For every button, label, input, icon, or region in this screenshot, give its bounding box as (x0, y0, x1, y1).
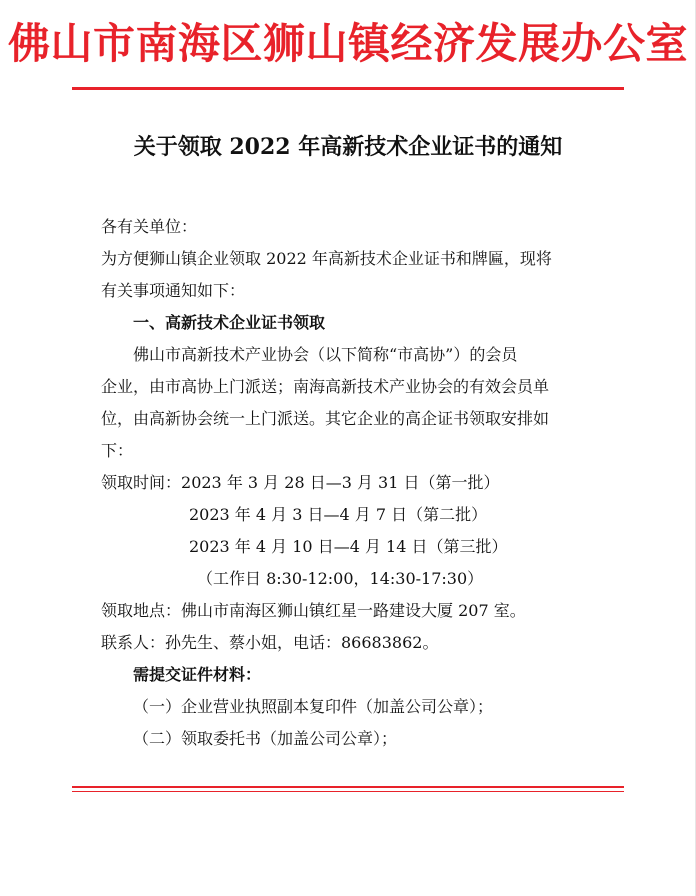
materials-item-2: （二）领取委托书（加盖公司公章）； (133, 729, 398, 748)
schedule-hours: （工作日 8:30-12:00，14:30-17:30） (197, 569, 484, 588)
schedule-batch-2: 2023 年 4 月 3 日—4 月 7 日（第二批） (189, 505, 488, 524)
pickup-location: 领取地点：佛山市南海区狮山镇红星一路建设大厦 207 室。 (101, 601, 526, 620)
intro-line-2: 有关事项通知如下： (101, 281, 246, 300)
schedule-batch-1-text: 2023 年 3 月 28 日—3 月 31 日（第一批） (181, 473, 500, 492)
footer-red-rule-thin (72, 791, 624, 792)
section-1-heading: 一、高新技术企业证书领取 (133, 313, 326, 332)
letterhead-red-rule (72, 87, 624, 90)
notice-title: 关于领取 2022 年高新技术企业证书的通知 (133, 134, 563, 160)
paragraph-1-line-1: 佛山市高新技术产业协会（以下简称“市高协”）的会员 (133, 345, 518, 364)
paragraph-1-line-4: 下： (101, 441, 134, 460)
contact-info: 联系人：孙先生、蔡小姐，电话：86683862。 (101, 633, 439, 652)
notice-body (101, 211, 621, 755)
schedule-batch-3: 2023 年 4 月 10 日—4 月 14 日（第三批） (189, 537, 508, 556)
schedule-label: 领取时间： (101, 473, 182, 492)
materials-heading: 需提交证件材料： (133, 665, 262, 684)
materials-item-1: （一）企业营业执照副本复印件（加盖公司公章）； (133, 697, 494, 716)
schedule-batch-1 (101, 467, 621, 499)
paragraph-1-line-3: 位，由高新协会统一上门派送。其它企业的高企证书领取安排如 (101, 409, 550, 428)
intro-line-1: 为方便狮山镇企业领取 2022 年高新技术企业证书和牌匾，现将 (101, 249, 552, 268)
footer-red-rule-thick (72, 786, 624, 788)
letterhead-org-name: 佛山市南海区狮山镇经济发展办公室 (7, 19, 688, 68)
paragraph-1-line-2: 企业，由市高协上门派送；南海高新技术产业协会的有效会员单 (101, 377, 550, 396)
salutation: 各有关单位： (101, 217, 198, 236)
